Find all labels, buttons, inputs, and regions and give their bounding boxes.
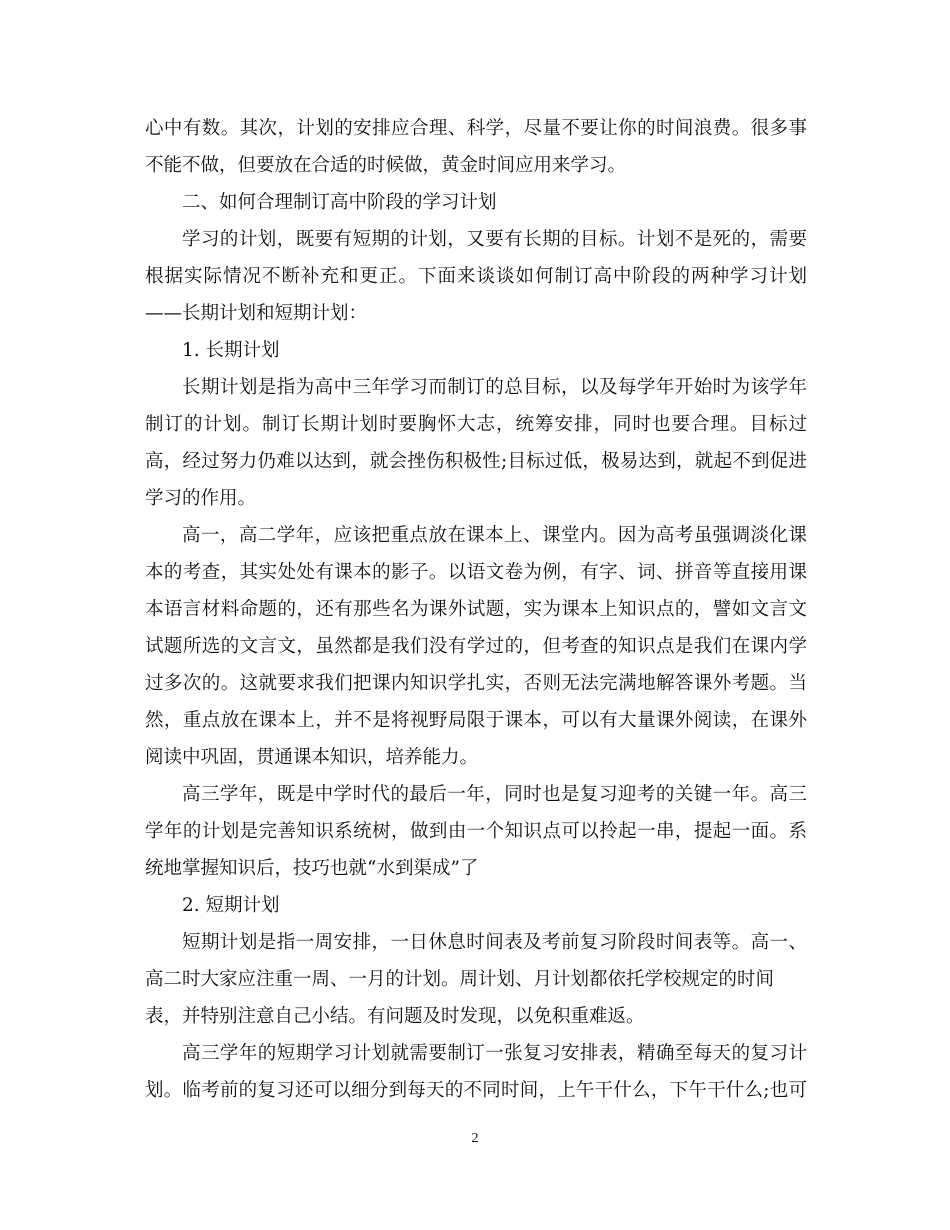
text-line: 制订的计划。制订长期计划时要胸怀大志，统筹安排，同时也要合理。目标过: [145, 414, 807, 435]
text-line: 短期计划是指一周安排，一日休息时间表及考前复习阶段时间表等。高一、: [182, 932, 807, 953]
text-line: 本语言材料命题的，还有那些名为课外试题，实为课本上知识点的，譬如文言文: [145, 599, 807, 620]
text-line: 过多次的。这就要求我们把课内知识学扎实，否则无法完满地解答课外考题。当: [145, 673, 807, 694]
text-line: ——长期计划和短期计划：: [145, 303, 368, 324]
text-line: 划。临考前的复习还可以细分到每天的不同时间，上午干什么，下午干什么;也可: [145, 1080, 807, 1101]
subsection-heading: 1. 长期计划: [182, 340, 280, 361]
text-line: 本的考查，其实处处有课本的影子。以语文卷为例，有字、词、拼音等直接用课: [145, 562, 807, 583]
text-line: 试题所选的文言文，虽然都是我们没有学过的，但考查的知识点是我们在课内学: [145, 636, 807, 657]
text-line: 不能不做，但要放在合适的时候做，黄金时间应用来学习。: [145, 155, 627, 176]
text-line: 阅读中巩固，贯通课本知识，培养能力。: [145, 747, 479, 768]
text-line: 表，并特别注意自己小结。有问题及时发现，以免积重难返。: [145, 1006, 645, 1027]
page-number: 2: [471, 1131, 479, 1146]
subsection-heading: 2. 短期计划: [182, 895, 280, 916]
text-line: 心中有数。其次，计划的安排应合理、科学，尽量不要让你的时间浪费。很多事: [145, 118, 807, 139]
section-heading: 二、如何合理制订高中阶段的学习计划: [182, 192, 497, 213]
text-line: 高三学年，既是中学时代的最后一年，同时也是复习迎考的关键一年。高三: [182, 784, 807, 805]
text-line: 学年的计划是完善知识系统树，做到由一个知识点可以拎起一串，提起一面。系: [145, 821, 807, 842]
document-body: [145, 110, 807, 1109]
text-line: 根据实际情况不断补充和更正。下面来谈谈如何制订高中阶段的两种学习计划: [145, 266, 807, 287]
text-line: 学习的作用。: [145, 488, 257, 509]
text-line: 高，经过努力仍难以达到，就会挫伤积极性;目标过低，极易达到，就起不到促进: [145, 451, 807, 472]
text-line: 高三学年的短期学习计划就需要制订一张复习安排表，精确至每天的复习计: [182, 1043, 807, 1064]
text-line: 高二时大家应注重一周、一月的计划。周计划、月计划都依托学校规定的时间: [145, 969, 775, 990]
text-line: 然，重点放在课本上，并不是将视野局限于课本，可以有大量课外阅读，在课外: [145, 710, 807, 731]
text-line: 学习的计划，既要有短期的计划，又要有长期的目标。计划不是死的，需要: [182, 229, 807, 250]
text-line: 长期计划是指为高中三年学习而制订的总目标，以及每学年开始时为该学年: [182, 377, 807, 398]
text-line: 统地掌握知识后，技巧也就“水到渠成”了: [145, 858, 479, 879]
text-line: 高一，高二学年，应该把重点放在课本上、课堂内。因为高考虽强调淡化课: [182, 525, 807, 546]
